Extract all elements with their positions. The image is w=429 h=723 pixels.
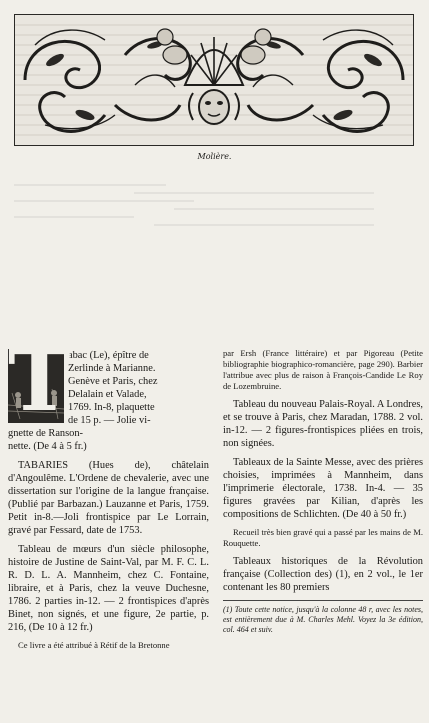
entry-sainte-messe: Tableaux de la Sainte Messe, avec des prières choisies, imprimées à Mannheim, dans l'imprimerie électorale, 1738. In-4. — 35 figures gravées par Kilian, d'après les compositions de Schlichten. (De 40 à 50 fr.) bbox=[223, 457, 423, 520]
headpiece-engraving bbox=[15, 15, 413, 145]
entry-line-3: Genève et Paris, chez bbox=[68, 376, 158, 387]
entry-line-2: Zerlinde à Marianne. bbox=[68, 363, 156, 374]
footnote: (1) Toute cette notice, jusqu'à la colonne 48 r, avec les notes, est entièrement due à M. Charles Mehl. Voyez la 3e édition, col. 464 et suiv. bbox=[223, 605, 423, 634]
right-column bbox=[223, 348, 423, 635]
note-ersh-continued: par Ersh (France littéraire) et par Pigoreau (Petite bibliographie biographico-romancière, page 290). Barbier l'attribue avec plus de raison à François-Candide Le Roy de Lozembruine. bbox=[223, 348, 423, 391]
note-rouquette: Recueil très bien gravé qui a passé par les mains de M. Rouquette. bbox=[223, 527, 423, 548]
bleed-through-text bbox=[14, 178, 414, 328]
entry-line-1: abac (Le), épître de bbox=[68, 350, 149, 361]
dropcap-illustration bbox=[8, 331, 71, 430]
left-column bbox=[8, 331, 209, 651]
image-caption: Molière. bbox=[197, 152, 232, 161]
entry-tableaux-historiques: Tableaux historiques de la Révolution française (Collection des) (1), en 2 vol., le 1er contenant les 80 premiers bbox=[223, 556, 423, 593]
entry-palais-royal: Tableau du nouveau Palais-Royal. A Londres, et se trouve à Paris, chez Maradan, 1788. 2 vol. in-12. — 2 figures-frontispices pliées en trois, non signées. bbox=[223, 399, 424, 449]
entry-line-4: Delalain et Valade, bbox=[68, 389, 147, 400]
dropcap-letter: T bbox=[8, 331, 71, 430]
footnote-rule bbox=[223, 600, 423, 601]
entry-line-5: 1769. In-8, plaquette bbox=[68, 402, 155, 413]
entry-tabac-tail: nette. (De 4 à 5 fr.) bbox=[8, 441, 87, 452]
entry-line-7: gnette de Ranson- bbox=[8, 428, 84, 439]
entry-tabaries: TABARIES (Hues de), châtelain d'Angoulême. L'Ordene de chevalerie, avec une dissertation sur l'origine de la langue française. (Publié par Barbazan.) Lauzanne et Paris, 1759. Petit in-8.—Joli frontispice par Le Lorrain, gravé par Fessard, date de 1753. bbox=[8, 460, 209, 536]
ornamental-headpiece bbox=[14, 14, 414, 146]
note-retif: Ce livre a été attribué à Rétif de la Bretonne bbox=[18, 640, 170, 650]
entry-line-6: de 15 p. — Jolie vi- bbox=[68, 415, 151, 426]
entry-tableau-moeurs: Tableau de mœurs d'un siècle philosophe, histoire de Justine de Saint-Val, par M. F. C. L. R. D. L. A. Mannheim, chez C. Fontaine, libraire, et à Paris, chez la veuve Duchesne, 1786. 2 parties in-12. — 2 frontispices d'après Binet, non signés, et une figure, 2e partie, p. 216, (De 10 à 12 fr.) bbox=[8, 544, 209, 633]
